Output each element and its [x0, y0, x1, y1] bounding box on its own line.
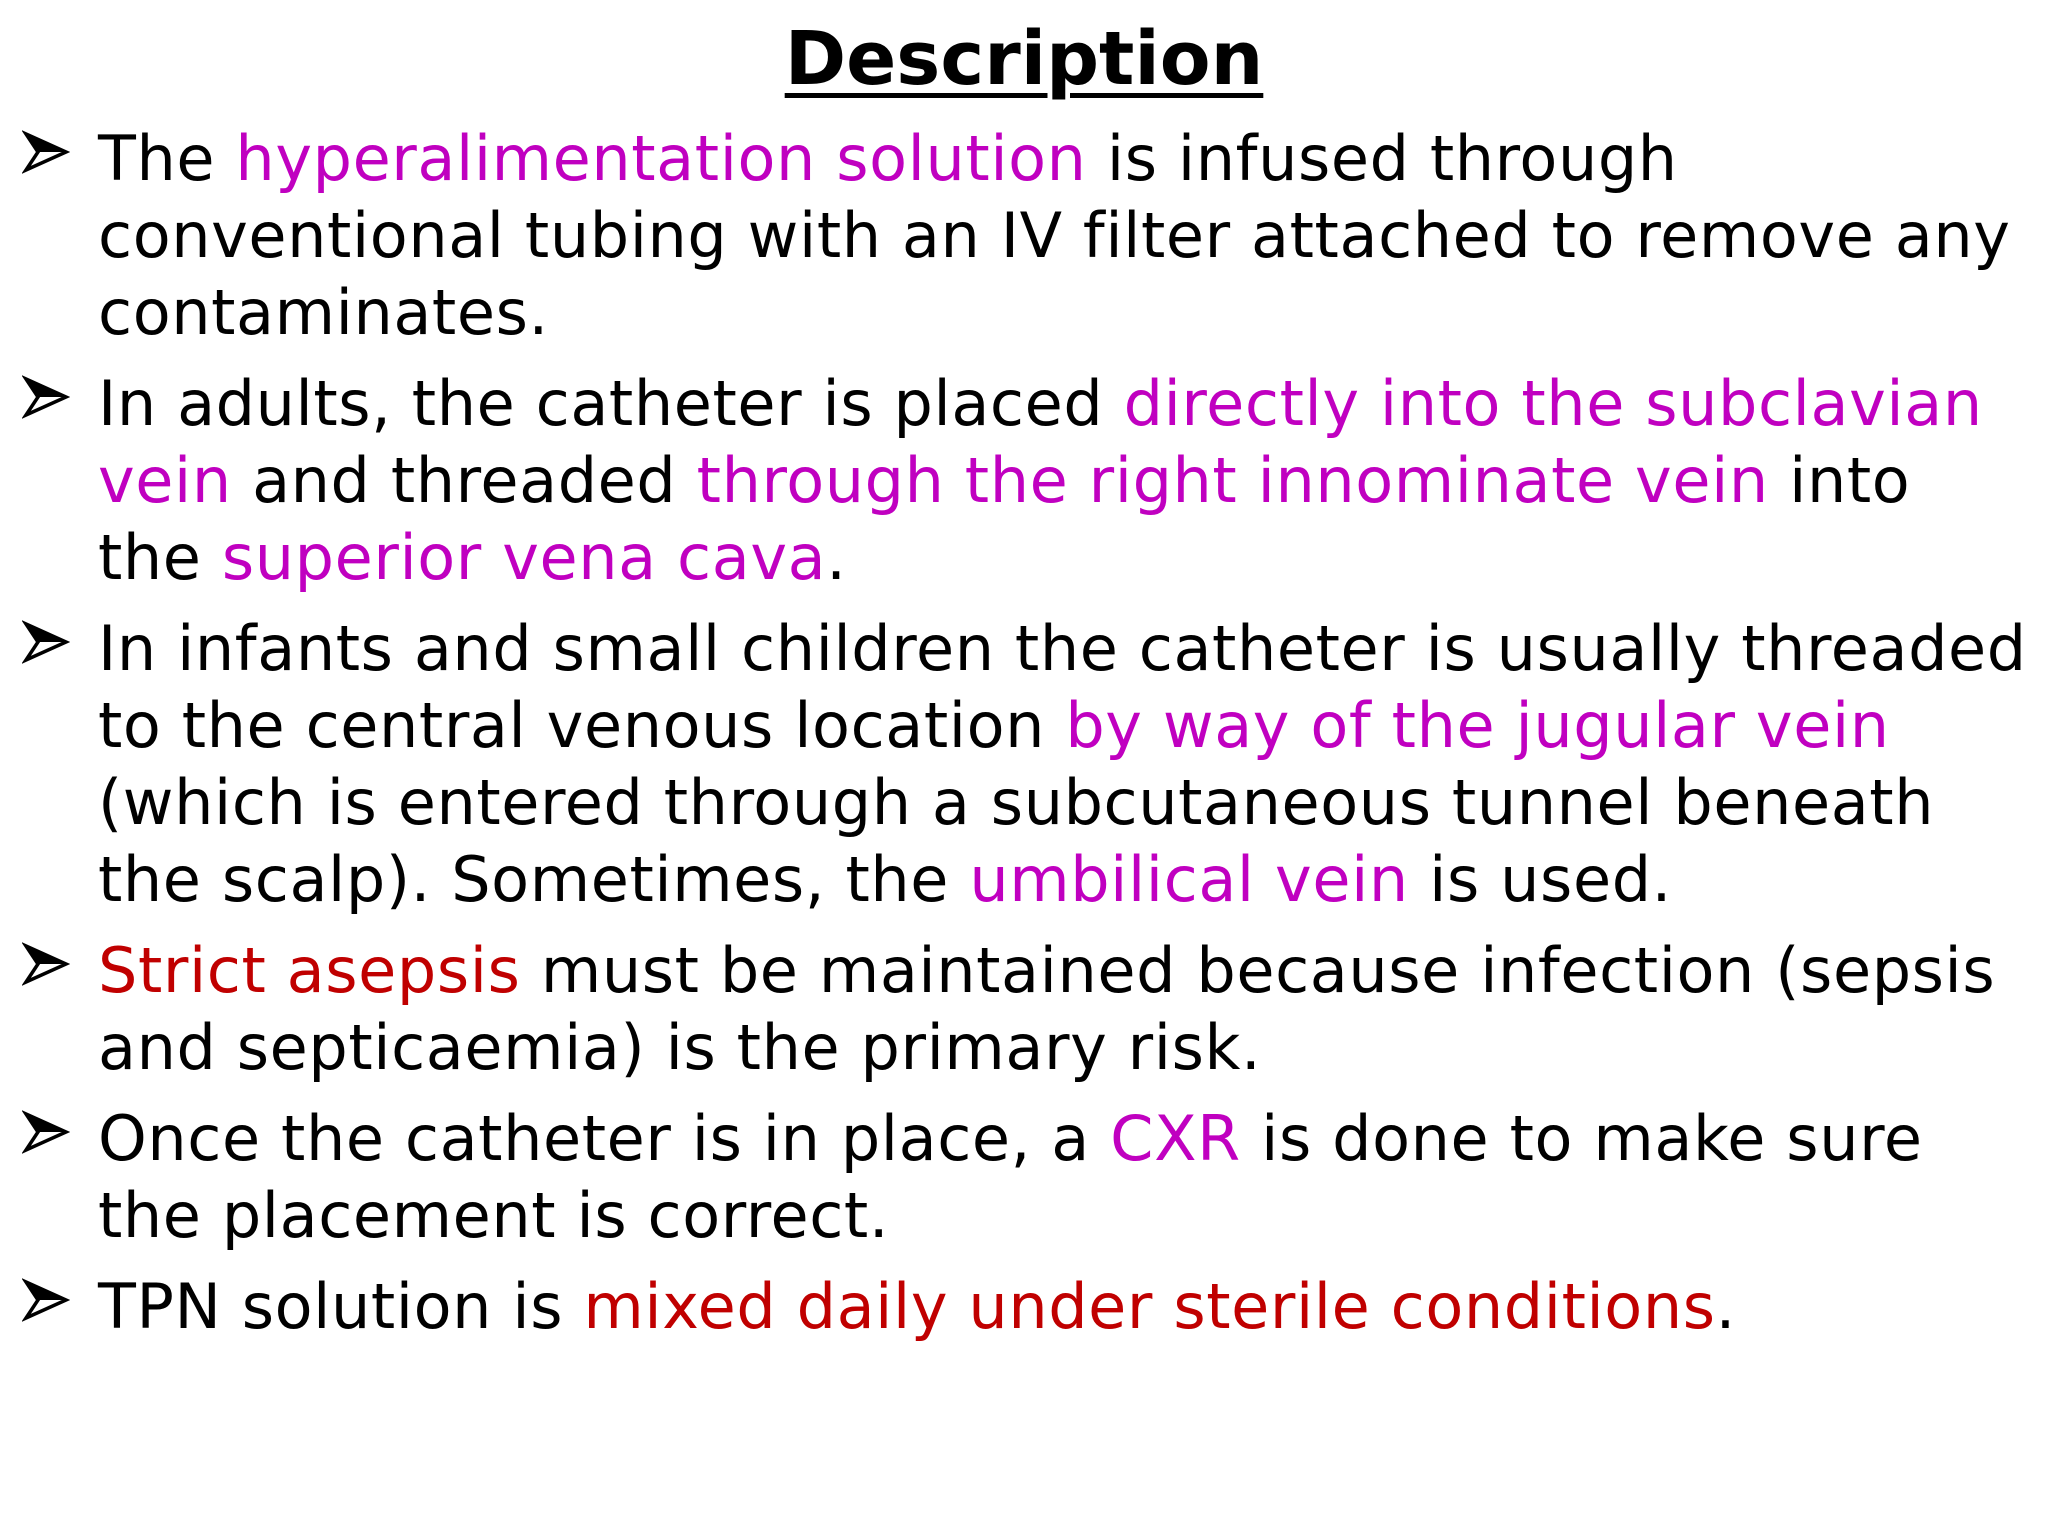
highlighted-text: through the right innominate vein [696, 444, 1769, 517]
highlighted-text: by way of the jugular vein [1065, 689, 1890, 762]
bullet-text: is infused through conventional tubing with an IV filter attached to remove any contaminates. [98, 122, 2011, 349]
bullet-text: is done to make sure the placement is correct. [98, 1102, 1923, 1252]
bullet-text: into the [98, 444, 1911, 594]
arrowhead-bullet-icon [22, 1108, 70, 1156]
arrowhead-bullet-icon [22, 940, 70, 988]
highlighted-text: superior vena cava [221, 521, 827, 594]
highlighted-text: Strict asepsis [98, 934, 521, 1007]
bullet-text: TPN solution is [98, 1270, 584, 1343]
bullet-text: and threaded [231, 444, 697, 517]
bullet-text: . [1715, 1270, 1736, 1343]
bullet-text: must be maintained because infection (sepsis and septicaemia) is the primary risk. [98, 934, 1996, 1084]
highlighted-text: hyperalimentation solution [235, 122, 1087, 195]
slide-title: Description [784, 16, 1264, 102]
highlighted-text: umbilical vein [969, 843, 1409, 916]
highlighted-text: mixed daily under sterile conditions [583, 1270, 1716, 1343]
arrowhead-bullet-icon [22, 128, 70, 176]
bullet-item [0, 120, 2048, 351]
bullet-text: is used. [1408, 843, 1672, 916]
bullet-item [0, 1100, 2048, 1254]
bullet-item [0, 610, 2048, 918]
arrowhead-bullet-icon [22, 1276, 70, 1324]
arrowhead-bullet-icon [22, 373, 70, 421]
bullet-text: In infants and small children the catheter is usually threaded to the central venous location [98, 612, 2027, 762]
highlighted-text: directly into the subclavian vein [98, 367, 1983, 517]
bullet-text: (which is entered through a subcutaneous tunnel beneath the scalp). Sometimes, the [98, 766, 1935, 916]
bullet-item [0, 1268, 2048, 1345]
bullet-text: The [98, 122, 236, 195]
bullet-text: In adults, the catheter is placed [98, 367, 1124, 440]
arrowhead-bullet-icon [22, 618, 70, 666]
highlighted-text: CXR [1110, 1102, 1241, 1175]
bullet-item [0, 932, 2048, 1086]
bullet-list [0, 120, 2048, 1359]
bullet-text: . [826, 521, 847, 594]
bullet-text: Once the catheter is in place, a [98, 1102, 1111, 1175]
bullet-item [0, 365, 2048, 596]
